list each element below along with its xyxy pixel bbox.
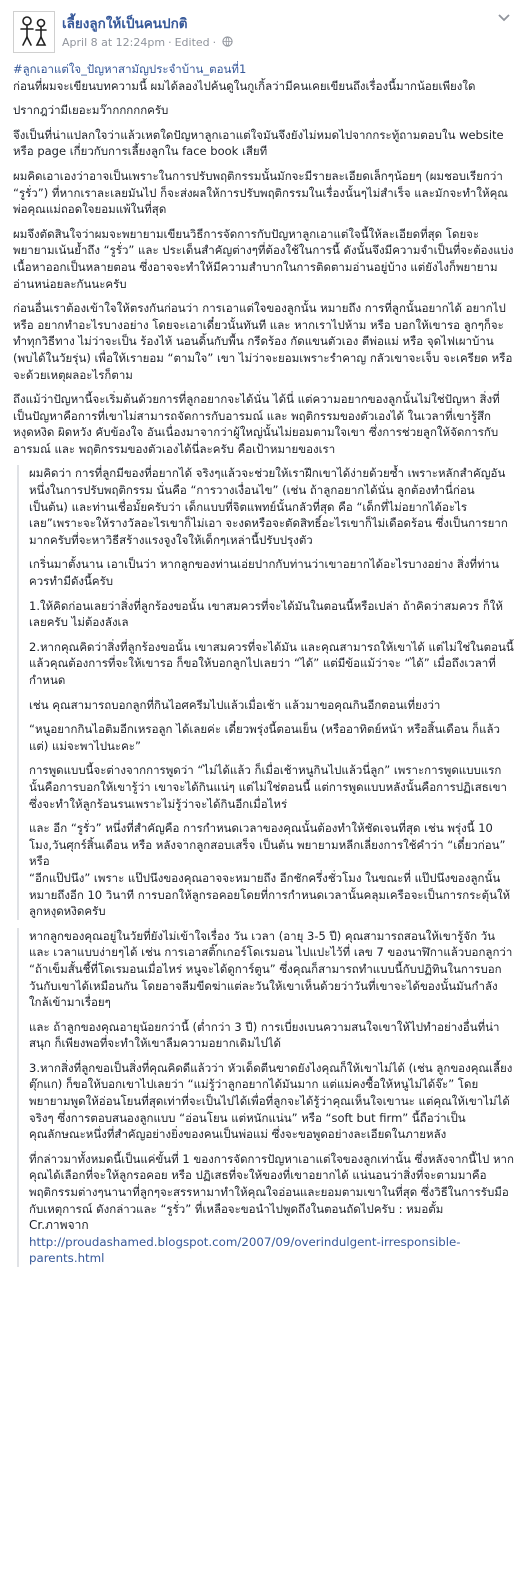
quote-paragraph-4: 2.หากคุณคิดว่าสิ่งที่ลูกร้องขอนั้น เขาสมควรที่จะได้มัน และคุณสามารถให้เขาได้ แต่ไม่ใช่ในตอนนี้ แล้วคุณต้องการที่จะให้เขารอ ก็ขอให้บอกลูกไปเลยว่า “ได้” แต่มีข้อแม้ว่าจะ “ได้” เมื่อถึงเวลาที่กำหนด (29, 639, 514, 687)
quote-paragraph-1: ผมคิดว่า การที่ลูกมีของที่อยากได้ จริงๆแล้วจะช่วยให้เราฝึกเขาได้ง่ายด้วยซ้ำ เพราะหลักสำคัญอันหนึ่งในการปรับพฤติกรรม นั่นคือ “การวางเงื่อนไข” (เช่น ถ้าลูกอยากได้นั่น ลูกต้องทำนี่ก่อน เป็นต้น) และท่านเชื่อมั้ยครับว่า เด็กแบบที่จิตแพทย์นั้นกลัวที่สุด คือ “เด็กที่ไม่อยากได้อะไรเลย”เพราะจะให้รางวัลอะไรเขาก็ไม่เอา จะงดหรือจะตัดสิทธิ์อะไรเขาก็ไม่เดือดร้อน ซึ่งเป็นการยากมากครับที่จะหาวิธีสร้างแรงจูงใจให้เด็กๆเหล่านี้ปรับปรุงตัว (29, 466, 508, 547)
source-link[interactable]: http://proudashamed.blogspot.com/2007/09/overindulgent-irresponsible-parents.html (29, 1234, 461, 1266)
quote-paragraph-8b: “อีกแป๊ปนึง” เพราะ แป๊ปนึงของคุณอาจจะหมายถึง อีกชักครึ่งชั่วโมง ในขณะที่ แป๊ปนึงของลูกนั้น หมายถึงอีก 10 วินาที การบอกให้ลูกรอคอยโดยที่การกำหนดเวลานั้นคลุมเครือจะเป็นการกระตุ้นให้ลูกหงุดหงิดครับ (29, 870, 511, 919)
quote-paragraph-5: เช่น คุณสามารถบอกลูกที่กินไอศครีมไปแล้วเมื่อเช้า แล้วมาขอคุณกินอีกตอนเที่ยงว่า (29, 697, 441, 712)
chevron-down-icon[interactable] (495, 10, 513, 24)
stick-figures-logo (14, 12, 54, 52)
paragraph-7: ถึงแม้ว่าปัญหานี้จะเริ่มต้นด้วยการที่ลูกอยากจะได้นั่น ได้นี่ แต่ความอยากของลูกนั้นไม่ใช่ปัญหา สิ่งที่เป็นปัญหาคือการที่เขาไม่สามารถจัดการกับอารมณ์ และ พฤติกรรมของตัวเองได้ ในเวลาที่เขารู้สึก หงุดหงิด ผิดหวัง คับข้องใจ อันเนื่องมาจากว่าผู้ใหญ่นั้นไม่ยอมตามใจเขา ซึ่งการช่วยลูกให้จัดการกับ อารมณ์ และ พฤติกรรมของตัวเองได้นี่ละครับ คือเป้าหมายของเรา (13, 392, 500, 456)
paragraph-intro: ก่อนที่ผมจะเขียนบทความนี้ ผมได้ลองไปค้นดูในกูเกิ้ลว่ามีคนเคยเขียนถึงเรื่องนี้มากน้อยเพียงใด (13, 78, 476, 93)
post-body (13, 61, 515, 1275)
edited-label[interactable]: Edited (174, 36, 210, 49)
page-name-link[interactable]: เลี้ยงลูกให้เป็นคนปกติ (62, 16, 188, 32)
quote-block-2 (17, 928, 515, 1267)
quote-block-1 (17, 465, 515, 919)
paragraph-4: ผมคิดเอาเองว่าอาจเป็นเพราะในการปรับพฤติกรรมนั้นมักจะมีรายละเอียดเล็กๆน้อยๆ (ผมชอบเรียกว่า “รูรั่ว”) ที่หากเราละเลยมันไป ก็จะส่งผลให้การปรับพฤติกรรมในเรื่องนั้นๆไม่สำเร็จ และมักจะทำให้คุณพ่อคุณแม่ถอดใจยอมแพ้ในที่สุด (13, 168, 508, 217)
globe-icon[interactable] (222, 36, 233, 50)
quote-paragraph-3: 1.ให้คิดก่อนเลยว่าสิ่งที่ลูกร้องขอนั้น เขาสมควรที่จะได้มันในตอนนี้หรือเปล่า ถ้าคิดว่าสมควร ก็ให้เลยครับ ไม่ต้องลังเล (29, 598, 503, 630)
quote-paragraph-6: “หนูอยากกินไอติมอีกเหรอลูก ได้เลยค่ะ เดี๋ยวพรุ่งนี้ตอนเย็น (หรืออาทิตย์หน้า หรือสิ้นเดือน ก็แล้วแต่) แม่จะพาไปนะคะ” (29, 722, 501, 753)
quote-paragraph-11: 3.หากสิ่งที่ลูกขอเป็นสิ่งที่คุณคิดดีแล้วว่า หัวเด็ดตีนขาดยังไงคุณก็ให้เขาไม่ได้ (เช่น ลูกของคุณเลี้ยงตุ๊กแก) ก็ขอให้บอกเขาไปเลยว่า “แม่รู้ว่าลูกอยากได้มันมาก แต่แม่คงซื้อให้หนูไม่ได้จ๊ะ” โดยพยายามพูดให้อ่อนโยนที่สุดเท่าที่จะเป็นไปได้เพื่อที่ลูกจะได้รู้ว่าคุณเห็นใจเขานะ แต่คุณให้เขาไม่ได้จริงๆ ซึ่งการตอบสนองลูกแบบ “อ่อนโยน แต่หนักแน่น” หรือ “soft but firm” นี้ถือว่าเป็นคุณลักษณะหนึ่งที่สำคัญอย่างยิ่งของคนเป็นพ่อแม่ ซึ่งจะขอพูดอย่างละเอียดในภายหลัง (29, 1060, 513, 1142)
quote-paragraph-2: เกริ่นมาตั้งนาน เอาเป็นว่า หากลูกของท่านเอ่ยปากกับท่านว่าเขาอยากได้อะไรบางอย่าง สิ่งที่ท่านควรทำมีดังนี้ครับ (29, 557, 499, 589)
meta-separator: · (168, 36, 172, 49)
quote-paragraph-7: การพูดแบบนี้จะต่างจากการพูดว่า “ไม่ได้แล้ว ก็เมื่อเช้าหนูกินไปแล้วนี่ลูก” เพราะการพูดแบบแรกนั้นคือการบอกให้เขารู้ว่า เขาจะได้กินแน่ๆ แต่ไม่ใช่ตอนนี้ แต่การพูดแบบหลังนั้นคือการปฏิเสธเขา ซึ่งจะทำให้ลูกร้อนรนเพราะไม่รู้ว่าจะได้กินอีกเมื่อไหร่ (29, 763, 507, 811)
paragraph-2: ปรากฎว่ามีเยอะมว๊ากกกกกครับ (13, 103, 169, 118)
credit-label: Cr.ภาพจาก (29, 1218, 89, 1233)
paragraph-3: จึงเป็นที่น่าแปลกใจว่าแล้วเหตใดปัญหาลูกเอาแต่ใจมันจึงยังไม่หมดไปจากกระทู้ถามตอบใน website หรือ page เกี่ยวกับการเลี้ยงลูกใน face book เสียที (13, 127, 504, 159)
page-avatar[interactable] (13, 11, 55, 53)
quote-paragraph-10: และ ถ้าลูกของคุณอายุน้อยกว่านี้ (ต่ำกว่า 3 ปี) การเบี่ยงเบนความสนใจเขาให้ไปทำอย่างอื่นที่น่าสนุก ก็เพียงพอที่จะทำให้เขาลืมความอยากเดิมไปได้ (29, 1019, 500, 1051)
quote-paragraph-8a: และ อีก “รูรั่ว” หนึ่งที่สำคัญคือ การกำหนดเวลาของคุณนั้นต้องทำให้ชัดเจนที่สุด เช่น พรุ่งนี้ 10 โมง,วันศุกร์สิ้นเดือน หรือ หลังจากลูกสอบเสร็จ เป็นต้น พยายามหลีกเลี่ยงการใช้คำว่า “เดี๋ยวก่อน” หรือ (29, 821, 506, 869)
hashtag-link[interactable]: #ลูกเอาแต่ใจ_ปัญหาสามัญประจำบ้าน_ตอนที่1 (13, 62, 247, 76)
paragraph-5: ผมจึงตัดสินใจว่าผมจะพยายามเขียนวิธีการจัดการกับปัญหาลูกเอาแต่ใจนี้ให้ละเอียดที่สุด โดยจะพยายามเน้นย้ำถึง “รูรั่ว” และ ประเด็นสำคัญต่างๆที่ต้องใช้ในการนี้ ดังนั้นจึงมีความจำเป็นที่จะต้องแบ่งเนื้อหาออกเป็นหลายตอน ซึ่งอาจจะทำให้มีความสำบากในการติดตามอ่านอยู่บ้าง แต่ยังไงก็พยายามอ่านหน่อยละกันนะครับ (13, 226, 514, 291)
post-header (13, 8, 513, 52)
quote-paragraph-12: ที่กล่าวมาทั้งหมดนี้เป็นแค่ขั้นที่ 1 ของการจัดการปัญหาเอาแต่ใจของลูกเท่านั้น ซึ่งหลังจากนี้ไป หากคุณได้เลือกที่จะให้ลูกรอคอย หรือ ปฏิเสธที่จะให้ของที่เขาอยากได้ แน่นอนว่าสิ่งที่จะตามมาคือ พฤติกรรมต่างๆนานาที่ลูกๆจะสรรหามาทำให้คุณใจอ่อนและยอมตามเขาในที่สุด ซึ่งวิธีในการรับมือกับเหตุการณ์ ดังกล่าวและ “รูรั่ว” ที่เหลือจะขอนำไปพูดถึงในตอนถัดไปครับ : หมอตั้ม (29, 1151, 514, 1216)
post-timestamp[interactable]: April 8 at 12:24pm (62, 36, 166, 49)
quote-paragraph-9: หากลูกของคุณอยู่ในวัยที่ยังไม่เข้าใจเรื่อง วัน เวลา (อายุ 3-5 ปี) คุณสามารถสอนให้เขารู้จัก วัน และ เวลาแบบง่ายๆได้ เช่น การเอาสติ๊กเกอร์โดเรมอน ไปแปะไว้ที่ เลข 7 ของนาฬิกาแล้วบอกลูกว่า “ถ้าเข็มสั้นชี้ที่โดเรมอนเมื่อไหร่ หนูจะได้ดูการ์ตูน” ซึ่งคุณก็สามารถทำแบบนี้กับปฏิทินในการบอกวันกับเขาได้เหมือนกัน โดยอาจลีมขีดฆ่าแต่ละวันให้เขาเห็นด้วยว่าวันที่เขาจะได้ของนั้นมันกำลังใกล้เข้ามาเรื่อยๆ (29, 928, 513, 1010)
paragraph-6: ก่อนอื่นเราต้องเข้าใจให้ตรงกันก่อนว่า การเอาแต่ใจของลูกนั้น หมายถึง การที่ลูกนั้นอยากได้ อยากไป หรือ อยากทำอะไรบางอย่าง โดยจะเอาเดี๋ยวนั้นทันที และ หากเราไปห้าม หรือ บอกให้เขารอ ลูกๆก็จะทำทุกวิธีทาง ไม่ว่าจะเป็น ร้องไห้ นอนดิ้นกับพื้น กรีดร้อง กัดแขนตัวเอง ตีพ่อแม่ หรือ จุดไฟเผาบ้าน (พบได้ในวัยรุ่น) เพื่อให้เรายอม “ตามใจ” เขา ไม่ว่าจะยอมเพราะรำคาญ กลัวเขาจะเจ็บ จะเครียด หรือ จะด้วยเหตุผลอะไรก็ตาม (13, 301, 513, 382)
meta-separator-2: · (212, 36, 217, 49)
post-meta (62, 36, 233, 50)
